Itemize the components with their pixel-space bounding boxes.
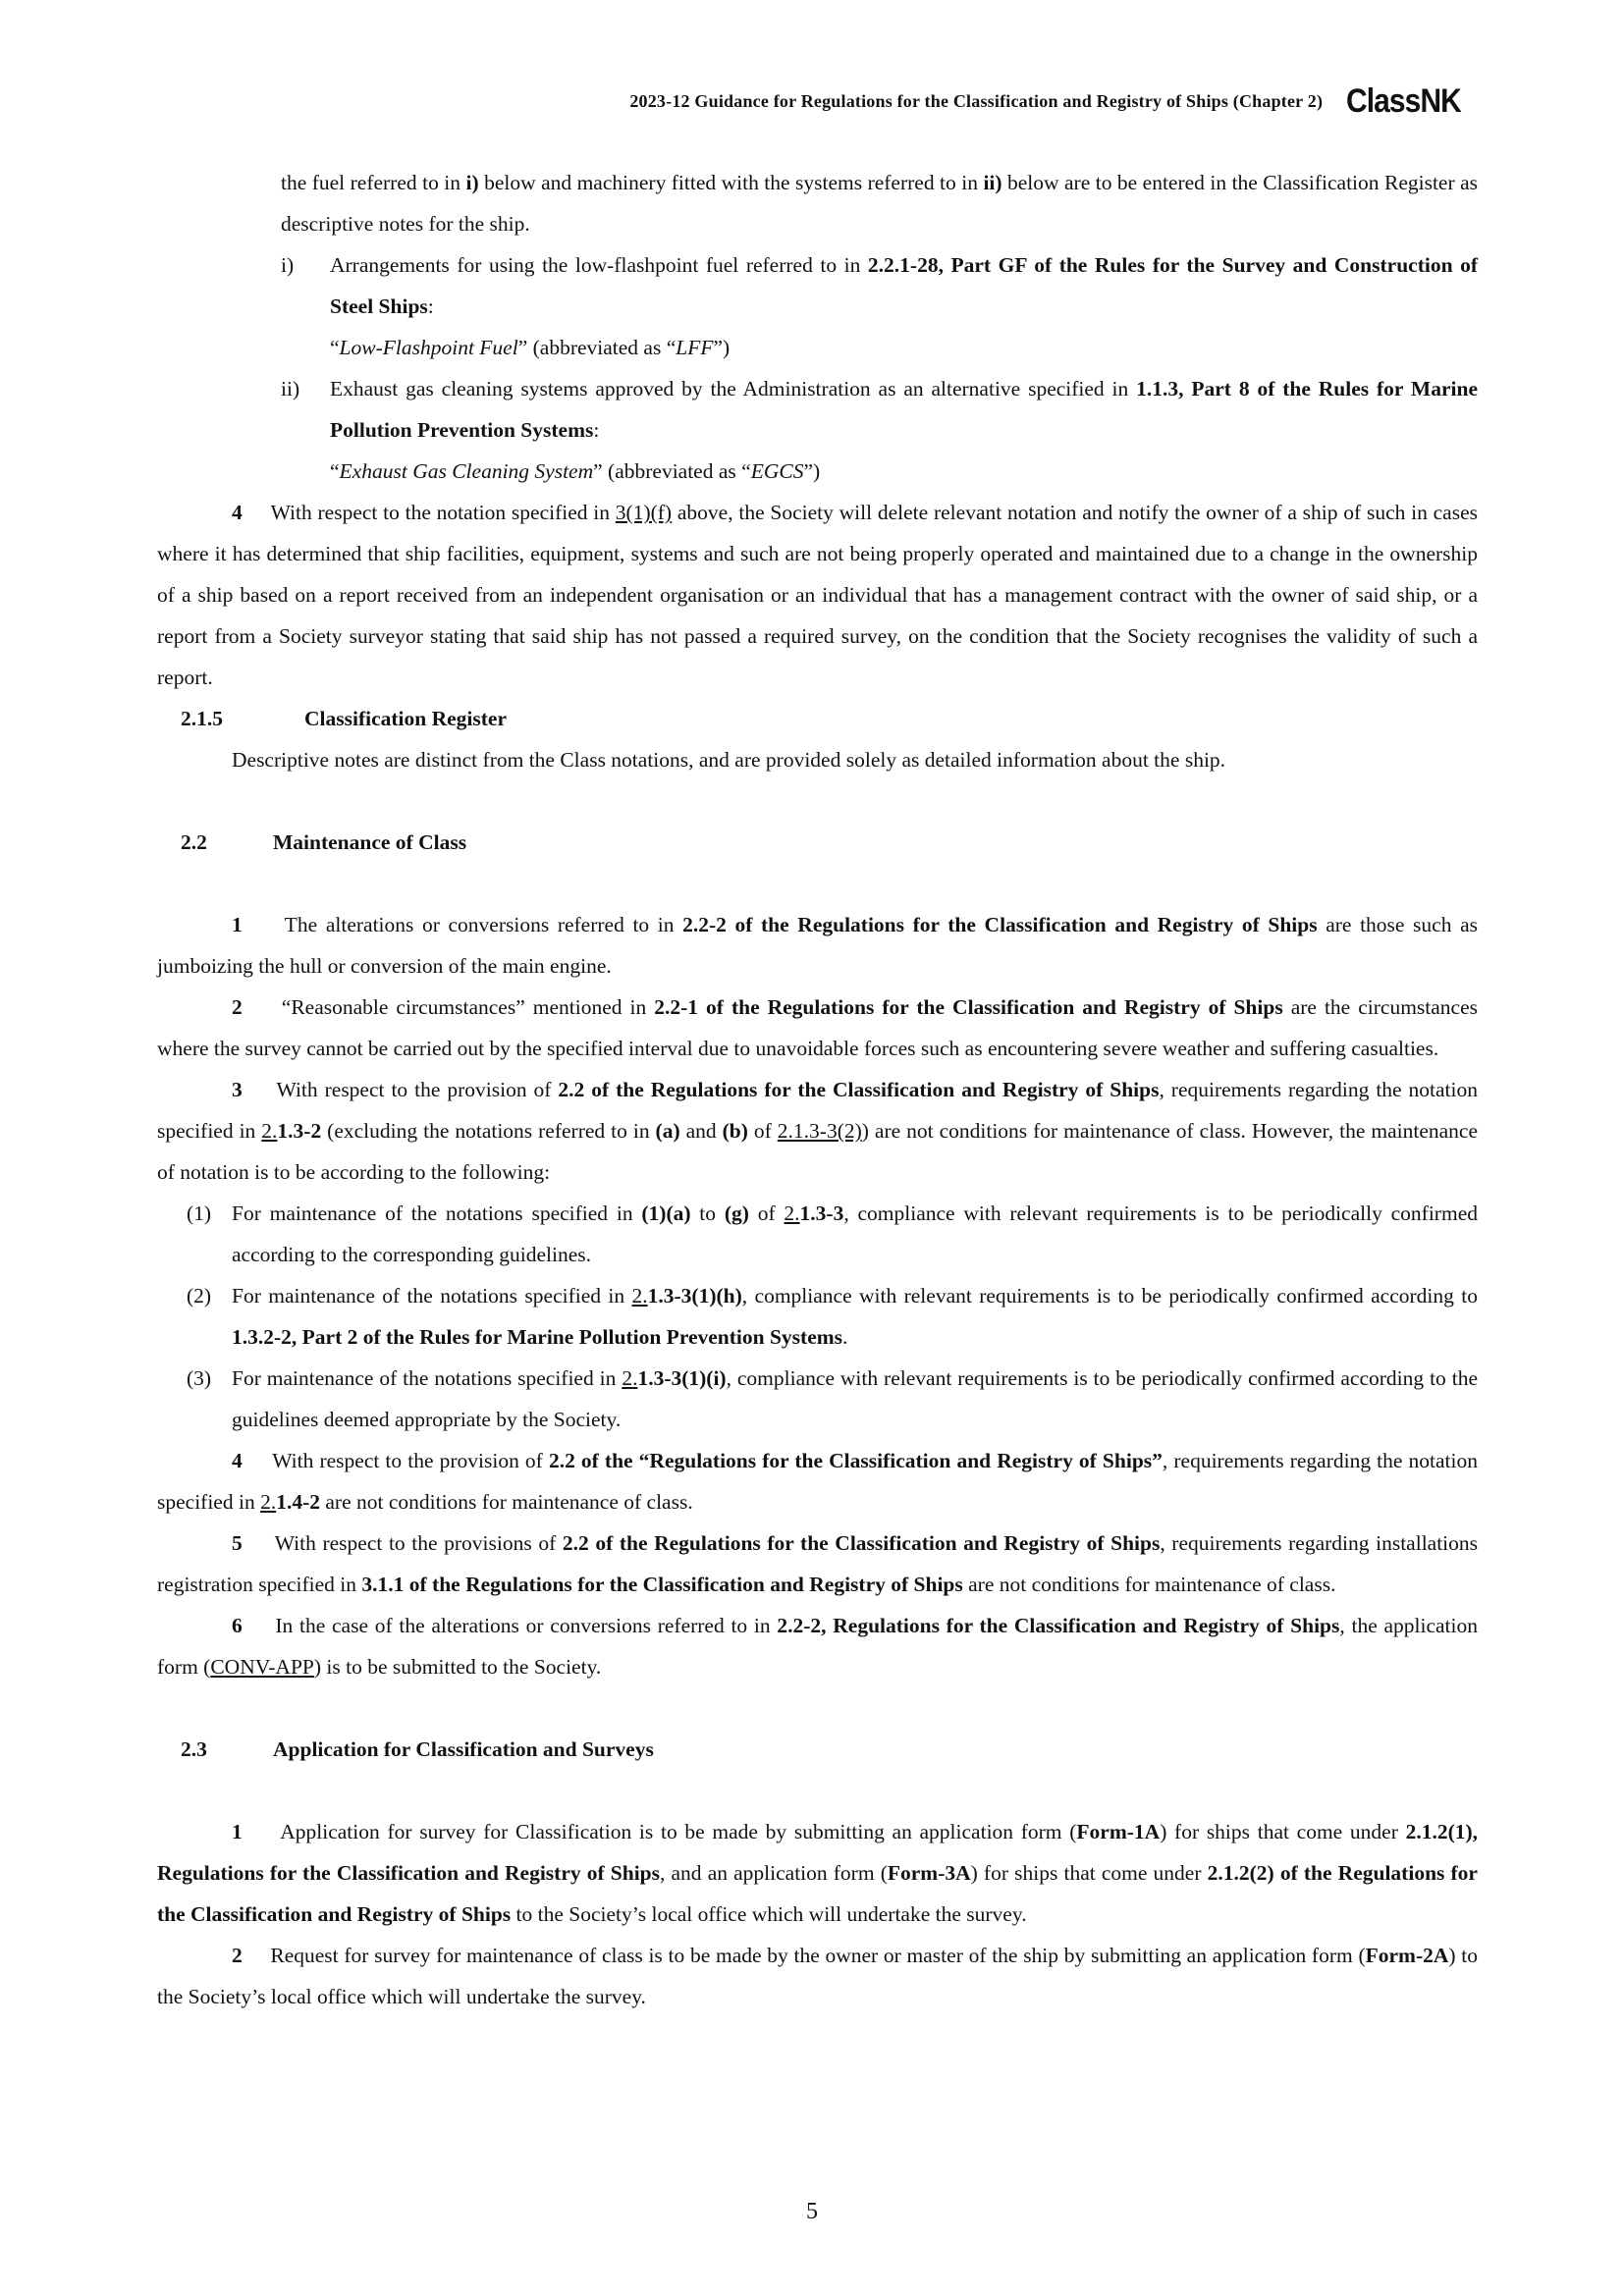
item-text: Exhaust gas cleaning systems approved by the Administration as an alternative specified in 1.1.3, Part 8 of the Rules for Marine Pollution Prevention Systems: xyxy=(330,377,1478,442)
item-label: ii) xyxy=(281,377,300,400)
header-title: 2023-12 Guidance for Regulations for the Classification and Registry of Ships (Chapter 2) xyxy=(629,91,1324,111)
item-label: i) xyxy=(281,253,295,277)
item-text: For maintenance of the notations specified in 2.1.3-3(1)(h), compliance with relevant requirements is to be periodically confirmed according to 1.3.2-2, Part 2 of the Rules for Marine Pollution Prevention Systems. xyxy=(232,1284,1478,1349)
section-heading-2-2: 2.2 Maintenance of Class xyxy=(181,830,467,854)
section-2-1-5-text: Descriptive notes are distinct from the Class notations, and are provided solely as detailed information about the ship. xyxy=(232,748,1226,772)
section-heading-2-3: 2.3 Application for Classification and Surveys xyxy=(181,1737,654,1761)
list-item-2 xyxy=(157,1275,1478,1358)
list-item-3 xyxy=(157,1358,1478,1440)
paragraph-2-2-3: 3 With respect to the provision of 2.2 of the Regulations for the Classification and Registry of Ships, requirements regarding the notation specified in 2.1.3-2 (excluding the notations referred to in (a) and (b) of 2.1.3-3(2)) are not conditions for maintenance of class. However, the maintenance of notation is to be according to the following: xyxy=(157,1078,1479,1184)
page-number: 5 xyxy=(806,2199,818,2224)
paragraph-2-3-1: 1 Application for survey for Classification is to be made by submitting an application form (Form-1A) for ships that come under 2.1.2(1), Regulations for the Classification and Registry of Ships, and an application form (Form-3A) for ships that come under 2.1.2(2) of the Regulations for the Classification and Registry of Ships to the Society’s local office which will undertake the survey. xyxy=(157,1820,1479,1926)
list-item-i xyxy=(157,244,1478,327)
item-text: For maintenance of the notations specified in 2.1.3-3(1)(i), compliance with relevant requirements is to be periodically confirmed according to the guidelines deemed appropriate by the Society. xyxy=(232,1366,1478,1431)
section-heading-2-1-5: 2.1.5 Classification Register xyxy=(181,707,508,730)
item-label: (1) xyxy=(187,1201,212,1225)
paragraph-2-2-4: 4 With respect to the provision of 2.2 of the “Regulations for the Classification and Registry of Ships”, requirements regarding the notation specified in 2.1.4-2 are not conditions for maintenance of class. xyxy=(157,1449,1479,1514)
paragraph-2-2-5: 5 With respect to the provisions of 2.2 of the Regulations for the Classification and Registry of Ships, requirements regarding installations registration specified in 3.1.1 of the Regulations for the Classification and Registry of Ships are not conditions for maintenance of class. xyxy=(157,1531,1479,1596)
item-label: (2) xyxy=(187,1284,212,1308)
list-item-ii xyxy=(157,368,1478,451)
reference-link: 2.1.3-3(2) xyxy=(777,1119,862,1143)
item-label: (3) xyxy=(187,1366,212,1390)
paragraph-4: 4 With respect to the notation specified in 3(1)(f) above, the Society will delete relevant notation and notify the owner of a ship of such in cases where it has determined that ship facilities, equipment, systems and such are not being properly operated and maintained due to a change in the ownership of a ship based on a report received from an independent organisation or an individual that has a management contract with the owner of said ship, or a report from a Society surveyor stating that said ship has not passed a required survey, on the condition that the Society recognises the validity of such a report. xyxy=(157,501,1479,689)
paragraph-2-2-1: 1 The alterations or conversions referred to in 2.2-2 of the Regulations for the Classification and Registry of Ships are those such as jumboizing the hull or conversion of the main engine. xyxy=(157,913,1478,978)
item-text: Arrangements for using the low-flashpoint fuel referred to in 2.2.1-28, Part GF of the Rules for the Survey and Construction of Steel Ships: xyxy=(330,253,1478,318)
item-text: For maintenance of the notations specified in (1)(a) to (g) of 2.1.3-3, compliance with relevant requirements is to be periodically confirmed according to the corresponding guidelines. xyxy=(232,1201,1478,1266)
page-header xyxy=(629,82,1477,121)
paragraph-2-3-2: 2 Request for survey for maintenance of class is to be made by the owner or master of the ship by submitting an application form (Form-2A) to the Society’s local office which will undertake the survey. xyxy=(157,1944,1478,2008)
classnk-logo: ClassNK xyxy=(1346,82,1462,120)
notation-lff: “Low-Flashpoint Fuel” (abbreviated as “LFF”) xyxy=(330,336,731,359)
document-body xyxy=(157,162,1478,2017)
paragraph-2-2-6: 6 In the case of the alterations or conversions referred to in 2.2-2, Regulations for the Classification and Registry of Ships, the application form (CONV-APP) is to be submitted to the Society. xyxy=(157,1614,1479,1679)
intro-paragraph: the fuel referred to in i) below and machinery fitted with the systems referred to in ii) below are to be entered in the Classification Register as descriptive notes for the ship. xyxy=(281,171,1479,236)
reference-link: 3(1)(f) xyxy=(615,501,673,524)
conv-app-link[interactable]: CONV-APP xyxy=(210,1655,314,1679)
list-item-1 xyxy=(157,1193,1478,1275)
notation-egcs: “Exhaust Gas Cleaning System” (abbreviated as “EGCS”) xyxy=(330,459,821,483)
paragraph-2-2-2: 2 “Reasonable circumstances” mentioned in 2.2-1 of the Regulations for the Classification and Registry of Ships are the circumstances where the survey cannot be carried out by the specified interval due to unavoidable forces such as encountering severe weather and suffering casualties. xyxy=(157,995,1479,1060)
